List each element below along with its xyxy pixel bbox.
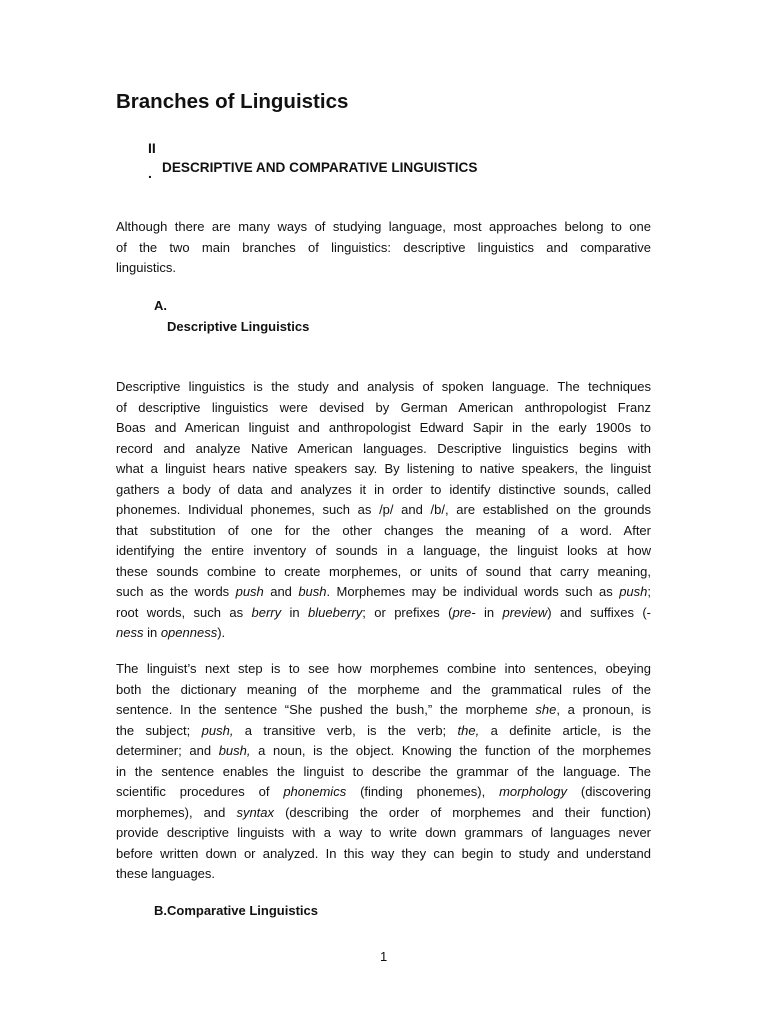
document-title: Branches of Linguistics [116, 90, 349, 113]
section-roman-dot: . [148, 165, 152, 181]
page-number: 1 [380, 949, 388, 964]
intro-paragraph: Although there are many ways of studying language, most approaches belong to one of the two main branches of linguistics: descriptive linguistics and comparative linguistics. [116, 219, 651, 275]
subsection-b-heading: B.Comparative Linguistics [154, 903, 318, 918]
paragraph-descriptive-2: The linguist’s next step is to see how morphemes combine into sentences, obeying both the dictionary meaning of the morpheme and the grammatical rules of the sentence. In the sentence “She pushed the bush,” the morpheme she, a pronoun, is the subject; push, a transitive verb, is the verb; the, a definite article, is the determiner; and bush, a noun, is the object. Knowing the function of the morphemes in the sentence enables the linguist to describe the grammar of the language. The scientific procedures of phonemics (finding phonemes), morphology (discovering morphemes), and syntax (describing the order of morphemes and their function) provide descriptive linguists with a way to write down grammars of languages never before written down or analyzed. In this way they can begin to study and understand these languages. [116, 661, 651, 881]
subsection-a-letter: A. [154, 298, 167, 313]
section-roman-numeral: II [148, 140, 156, 156]
subsection-a-heading: Descriptive Linguistics [167, 319, 310, 334]
paragraph-descriptive-1: Descriptive linguistics is the study and analysis of spoken language. The techniques of descriptive linguistics were devised by German American anthropologist Franz Boas and American linguist and anthropologist Edward Sapir in the early 1900s to record and analyze Native American languages. Descriptive linguistics begins with what a linguist hears native speakers say. By listening to native speakers, the linguist gathers a body of data and analyzes it in order to identify distinctive sounds, called phonemes. Individual phonemes, such as /p/ and /b/, are established on the grounds that substitution of one for the other changes the meaning of a word. After identifying the entire inventory of sounds in a language, the linguist looks at how these sounds combine to create morphemes, or units of sound that carry meaning, such as the words push and bush. Morphemes may be individual words such as push; root words, such as berry in blueberry; or prefixes (pre- in preview) and suffixes (- ness in openness). [116, 379, 652, 640]
section-heading: DESCRIPTIVE AND COMPARATIVE LINGUISTICS [162, 160, 478, 175]
